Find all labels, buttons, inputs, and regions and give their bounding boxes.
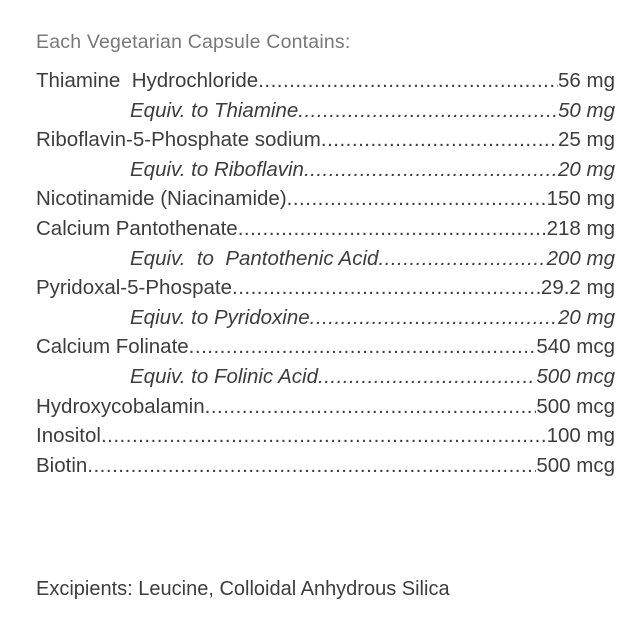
dotted-leader — [298, 99, 558, 123]
dotted-leader — [101, 424, 547, 448]
ingredient-name: Inositol — [36, 424, 101, 448]
ingredient-row — [36, 158, 615, 188]
dotted-leader — [189, 335, 537, 359]
ingredient-name: Pyridoxal-5-Phospate — [36, 276, 232, 300]
dotted-leader — [238, 217, 547, 241]
ingredient-row — [36, 247, 615, 277]
ingredient-row — [36, 424, 615, 454]
ingredient-name: Equiv. to Riboflavin — [130, 157, 304, 181]
ingredient-name: Equiv. to Folinic Acid — [130, 364, 318, 388]
ingredient-name: Nicotinamide (Niacinamide) — [36, 187, 287, 211]
ingredient-name: Thiamine Hydrochloride — [36, 69, 259, 92]
ingredient-name: Biotin — [36, 453, 88, 477]
ingredient-row — [36, 454, 615, 484]
ingredient-name: Calcium Pantothenate — [36, 216, 238, 240]
dotted-leader — [304, 158, 558, 182]
ingredient-amount: 56 mg — [558, 69, 615, 92]
ingredient-row — [36, 69, 615, 99]
ingredient-amount: 150 mg — [546, 187, 615, 211]
ingredient-row — [36, 335, 615, 365]
ingredient-amount: 20 mg — [558, 305, 615, 329]
ingredient-row — [36, 365, 615, 395]
dotted-leader — [287, 187, 547, 211]
excipients-line: Excipients: Leucine, Colloidal Anhydrous Silica — [36, 578, 450, 600]
ingredient-list — [36, 69, 615, 483]
ingredient-amount: 50 mg — [558, 98, 615, 122]
ingredient-row — [36, 276, 615, 306]
ingredient-amount: 218 mg — [546, 216, 615, 240]
ingredient-amount: 20 mg — [558, 157, 615, 181]
ingredient-amount: 500 mcg — [536, 453, 615, 477]
ingredient-name: Hydroxycobalamin — [36, 394, 205, 418]
ingredient-row — [36, 306, 615, 336]
dotted-leader — [378, 247, 546, 271]
ingredient-row — [36, 217, 615, 247]
dotted-leader — [318, 365, 536, 389]
dotted-leader — [310, 306, 558, 330]
ingredient-row — [36, 395, 615, 425]
ingredient-amount: 25 mg — [558, 128, 615, 152]
dotted-leader — [258, 69, 558, 93]
ingredient-row — [36, 187, 615, 217]
ingredient-name: Equiv. to Thiamine — [130, 98, 299, 122]
ingredient-row — [36, 99, 615, 129]
ingredient-amount: 29.2 mg — [540, 276, 615, 300]
dotted-leader — [232, 276, 541, 300]
dotted-leader — [87, 454, 536, 478]
dotted-leader — [205, 395, 537, 419]
ingredient-amount: 200 mg — [546, 246, 615, 270]
dotted-leader — [321, 128, 558, 152]
label-header: Each Vegetarian Capsule Contains: — [36, 31, 351, 53]
ingredient-amount: 540 mcg — [536, 335, 615, 359]
ingredient-name: Equiv. to Pantothenic Acid — [130, 246, 379, 270]
ingredient-amount: 500 mcg — [536, 364, 615, 388]
ingredient-name: Riboflavin-5-Phosphate sodium — [36, 128, 321, 152]
ingredient-amount: 100 mg — [546, 424, 615, 448]
ingredient-name: Eqiuv. to Pyridoxine — [130, 305, 310, 329]
ingredient-amount: 500 mcg — [536, 394, 615, 418]
ingredient-name: Calcium Folinate — [36, 335, 189, 359]
ingredient-row — [36, 128, 615, 158]
